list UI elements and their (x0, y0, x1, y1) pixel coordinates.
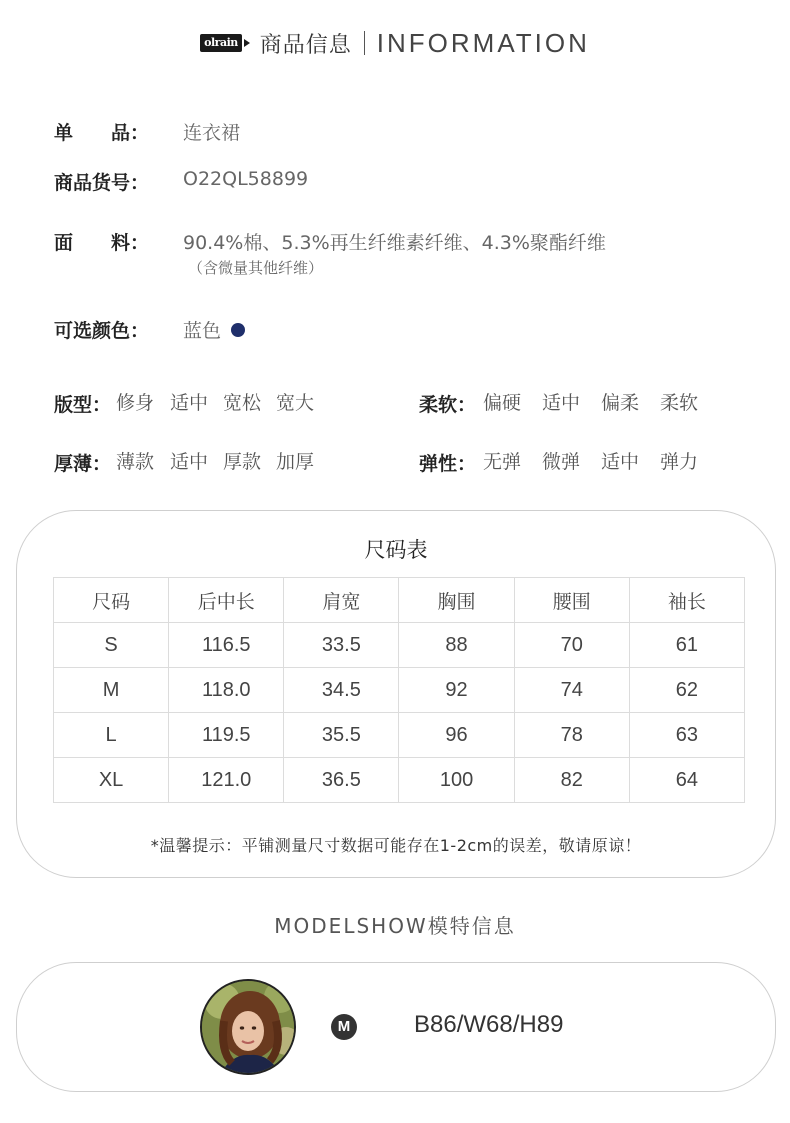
table-cell: 118.0 (169, 668, 284, 713)
table-cell: 116.5 (169, 623, 284, 668)
table-row (54, 758, 745, 803)
fabric-label: 面 料： (54, 232, 150, 254)
table-cell: 78 (514, 713, 629, 758)
page-header (0, 26, 790, 60)
elasticity-scale (419, 447, 704, 477)
thickness-label: 厚薄： (54, 452, 112, 475)
sku-label: 商品货号： (54, 172, 150, 194)
table-cell: 88 (399, 623, 514, 668)
table-cell: 96 (399, 713, 514, 758)
model-photo-image (202, 981, 296, 1075)
table-row (54, 713, 745, 758)
table-cell: 33.5 (284, 623, 399, 668)
table-cell: 35.5 (284, 713, 399, 758)
model-size-badge: M (331, 1014, 357, 1040)
table-header-cell: 袖长 (629, 578, 744, 623)
table-header-cell: 尺码 (54, 578, 169, 623)
table-cell: 119.5 (169, 713, 284, 758)
item-label: 单 品： (54, 122, 150, 144)
table-header-cell: 腰围 (514, 578, 629, 623)
table-header-cell: 胸围 (399, 578, 514, 623)
thickness-option-selected: 适中 (170, 447, 223, 477)
elasticity-label: 弹性： (419, 452, 477, 475)
elasticity-option-selected: 微弹 (542, 447, 601, 477)
table-cell: XL (54, 758, 169, 803)
play-arrow-icon (244, 39, 250, 47)
elasticity-option: 适中 (601, 451, 640, 473)
elasticity-option: 弹力 (660, 451, 699, 473)
table-cell: 63 (629, 713, 744, 758)
table-row (54, 623, 745, 668)
fabric-note: （含微量其他纤维） (188, 259, 324, 277)
fit-option: 修身 (116, 392, 155, 414)
table-cell: L (54, 713, 169, 758)
table-cell: 121.0 (169, 758, 284, 803)
softness-option: 柔软 (660, 392, 699, 414)
thickness-option: 加厚 (276, 451, 315, 473)
header-title-cn: 商品信息 (259, 32, 352, 58)
brand-logo (200, 34, 250, 52)
table-cell: 62 (629, 668, 744, 713)
model-section-heading: MODELSHOW模特信息 (274, 914, 516, 938)
fit-option: 宽松 (223, 392, 262, 414)
color-value: 蓝色 (183, 320, 222, 342)
fabric-value: 90.4%棉、5.3%再生纤维素纤维、4.3%聚酯纤维 (183, 232, 606, 254)
softness-option-selected: 适中 (542, 388, 601, 418)
model-avatar (200, 979, 296, 1075)
table-header-cell: 后中长 (169, 578, 284, 623)
header-title-en: INFORMATION (376, 27, 590, 58)
size-chart-title: 尺码表 (364, 538, 428, 562)
table-header-row (54, 578, 745, 623)
color-label: 可选颜色： (54, 320, 150, 342)
color-swatch[interactable] (231, 323, 245, 337)
softness-scale (419, 388, 704, 418)
table-cell: 64 (629, 758, 744, 803)
model-info-panel (16, 962, 776, 1092)
table-header-cell: 肩宽 (284, 578, 399, 623)
header-divider (364, 31, 365, 55)
table-cell: 100 (399, 758, 514, 803)
fit-label: 版型： (54, 393, 112, 416)
model-measurements: B86/W68/H89 (414, 1011, 564, 1038)
table-cell: 74 (514, 668, 629, 713)
table-cell: 34.5 (284, 668, 399, 713)
item-value: 连衣裙 (183, 122, 241, 144)
sku-value: O22QL58899 (183, 168, 309, 190)
thickness-scale (54, 447, 320, 477)
thickness-option: 厚款 (223, 451, 262, 473)
table-cell: 92 (399, 668, 514, 713)
brand-logo-text: olrain (200, 34, 242, 52)
table-cell: M (54, 668, 169, 713)
size-chart-table (53, 577, 745, 803)
table-cell: 70 (514, 623, 629, 668)
table-cell: 82 (514, 758, 629, 803)
measurement-tip: *温馨提示：平铺测量尺寸数据可能存在1-2cm的误差，敬请原谅！ (150, 836, 642, 855)
table-cell: S (54, 623, 169, 668)
fit-scale (54, 388, 320, 418)
fit-option-selected: 适中 (170, 388, 223, 418)
table-cell: 36.5 (284, 758, 399, 803)
color-value-group (183, 316, 245, 343)
size-chart-panel (16, 510, 776, 878)
table-cell: 61 (629, 623, 744, 668)
softness-label: 柔软： (419, 393, 477, 416)
softness-option: 偏硬 (483, 392, 522, 414)
softness-option: 偏柔 (601, 392, 640, 414)
fit-option: 宽大 (276, 392, 315, 414)
thickness-option: 薄款 (116, 451, 155, 473)
table-row (54, 668, 745, 713)
elasticity-option: 无弹 (483, 451, 522, 473)
